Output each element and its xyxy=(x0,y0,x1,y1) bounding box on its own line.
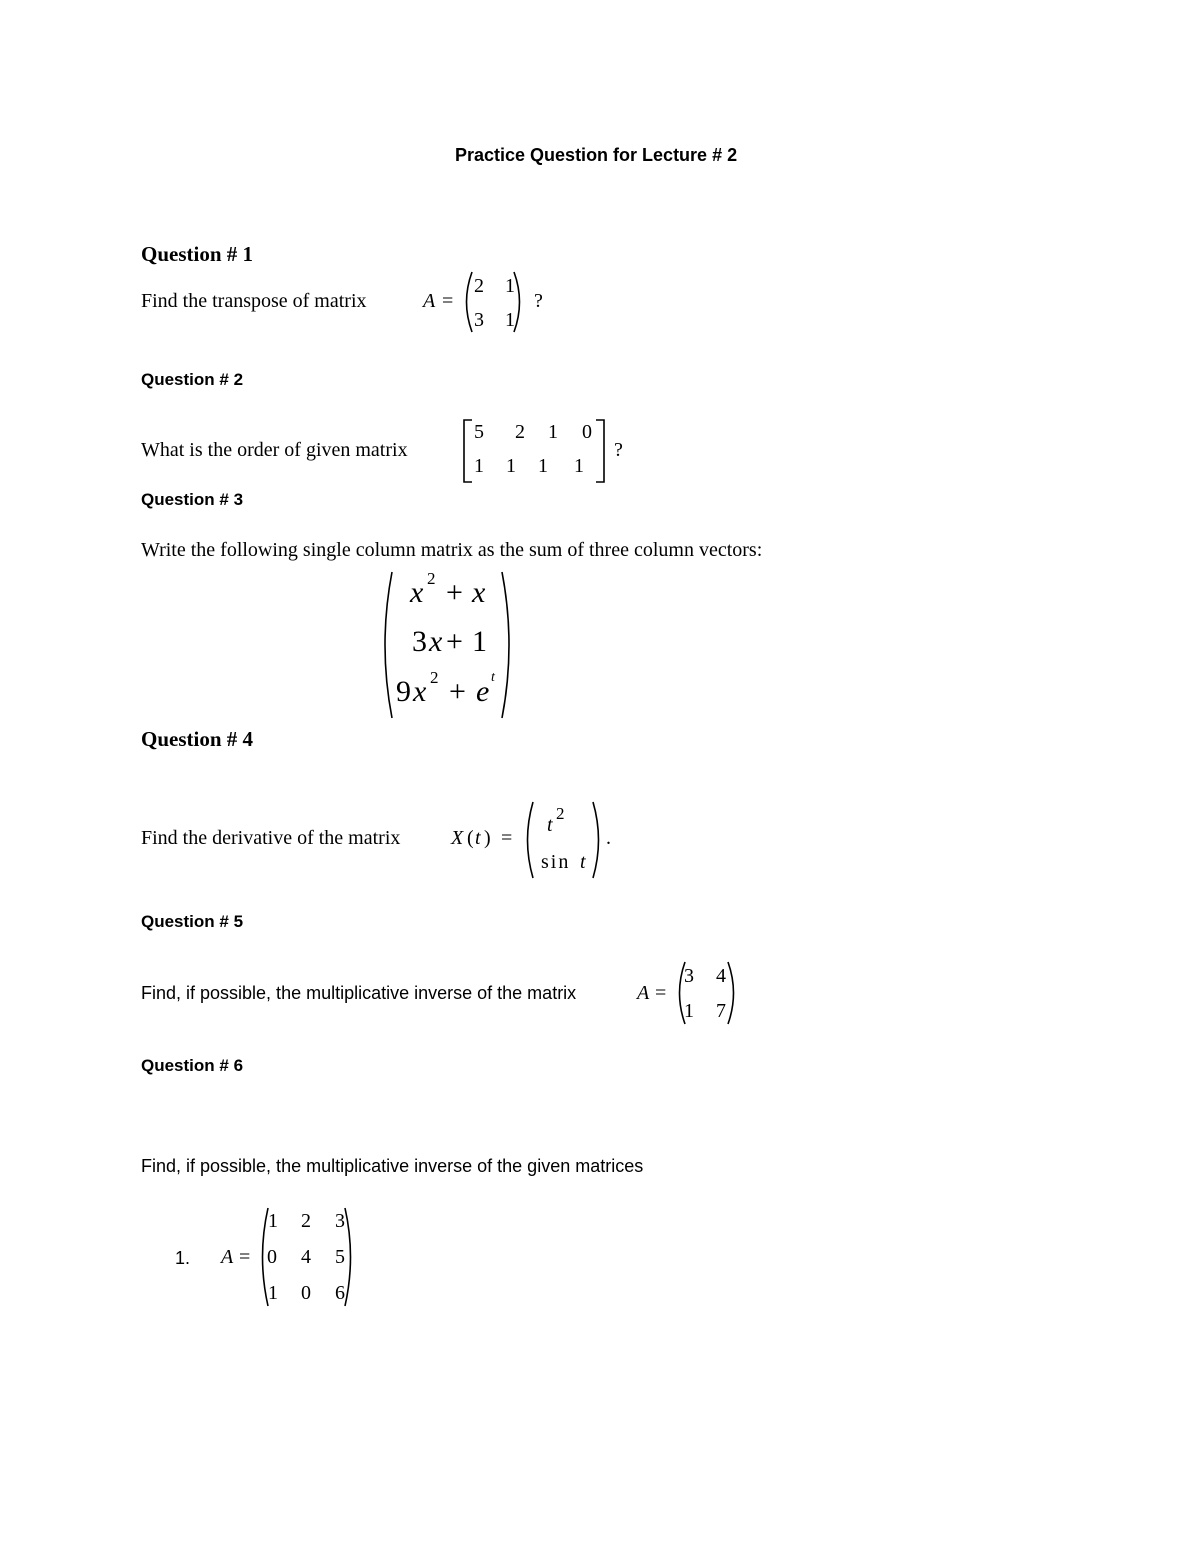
matrix-cell: 0 xyxy=(301,1282,311,1304)
question-6-heading: Question # 6 xyxy=(141,1056,244,1075)
right-paren xyxy=(726,960,740,1026)
variable-x: x xyxy=(413,675,427,708)
argument: t xyxy=(475,827,481,849)
matrix-cell: 0 xyxy=(267,1246,277,1268)
matrix-cell: 1 xyxy=(506,455,516,477)
matrix-cell: 4 xyxy=(716,965,726,987)
question-mark: ? xyxy=(534,290,543,312)
question-2-prompt: What is the order of given matrix xyxy=(141,439,408,461)
matrix-cell: 1 xyxy=(268,1210,278,1232)
variable-t: t xyxy=(580,851,586,873)
question-1-prompt: Find the transpose of matrix xyxy=(141,290,367,312)
matrix-cell: 3 xyxy=(684,965,694,987)
question-2-heading: Question # 2 xyxy=(141,370,244,389)
left-paren xyxy=(460,270,474,334)
variable-x: x xyxy=(429,625,443,658)
coefficient: 3 xyxy=(412,625,427,658)
period: . xyxy=(606,827,611,849)
item-number: 1. xyxy=(175,1248,191,1268)
right-paren xyxy=(500,570,516,720)
close-paren: ) xyxy=(484,827,491,849)
plus-sign: + xyxy=(449,675,466,708)
matrix-cell: 4 xyxy=(301,1246,311,1268)
matrix-cell: 0 xyxy=(582,421,592,443)
matrix-cell: 3 xyxy=(335,1210,345,1232)
exponent: 2 xyxy=(556,804,565,823)
question-mark: ? xyxy=(614,439,623,461)
equals-sign: = xyxy=(239,1246,251,1268)
left-paren xyxy=(378,570,394,720)
matrix-variable: A xyxy=(423,290,436,312)
equals-sign: = xyxy=(442,290,454,312)
matrix-cell: 3 xyxy=(474,309,484,331)
matrix-cell: 1 xyxy=(474,455,484,477)
exponent: 2 xyxy=(430,668,439,687)
variable-t: t xyxy=(547,814,553,836)
plus-sign: + xyxy=(446,576,463,609)
matrix-cell: 6 xyxy=(335,1282,345,1304)
question-4-heading: Question # 4 xyxy=(141,727,254,751)
exponent: 2 xyxy=(427,569,436,588)
matrix-cell: 2 xyxy=(474,275,484,297)
left-bracket xyxy=(462,418,474,484)
right-paren xyxy=(343,1206,357,1308)
right-bracket xyxy=(594,418,606,484)
equals-sign: = xyxy=(655,982,667,1004)
matrix-cell: 1 xyxy=(268,1282,278,1304)
plus-sign: + xyxy=(446,625,463,658)
matrix-cell: 1 xyxy=(538,455,548,477)
variable-x: x xyxy=(472,576,486,609)
matrix-cell: 1 xyxy=(505,275,515,297)
matrix-cell: 2 xyxy=(301,1210,311,1232)
matrix-variable: A xyxy=(637,982,650,1004)
function-name: X xyxy=(451,827,464,849)
question-5-heading: Question # 5 xyxy=(141,912,244,931)
variable-e: e xyxy=(476,675,490,708)
open-paren: ( xyxy=(467,827,474,849)
question-4-prompt: Find the derivative of the matrix xyxy=(141,827,401,849)
matrix-cell: 2 xyxy=(515,421,525,443)
left-paren xyxy=(521,800,535,880)
page-title: Practice Question for Lecture # 2 xyxy=(455,145,738,165)
matrix-variable: A xyxy=(221,1246,234,1268)
matrix-cell: 1 xyxy=(574,455,584,477)
coefficient: 9 xyxy=(396,675,411,708)
exponent: t xyxy=(491,670,495,685)
matrix-cell: 1 xyxy=(684,1000,694,1022)
right-paren xyxy=(512,270,526,334)
equals-sign: = xyxy=(501,827,513,849)
matrix-cell: 7 xyxy=(716,1000,726,1022)
question-5-prompt: Find, if possible, the multiplicative inverse of the matrix xyxy=(141,983,577,1003)
variable-x: x xyxy=(410,576,424,609)
constant: 1 xyxy=(472,625,487,658)
question-3-prompt: Write the following single column matrix as the sum of three column vectors: xyxy=(141,539,763,561)
question-3-heading: Question # 3 xyxy=(141,490,244,509)
matrix-cell: 1 xyxy=(548,421,558,443)
matrix-cell: 5 xyxy=(335,1246,345,1268)
question-6-prompt: Find, if possible, the multiplicative inverse of the given matrices xyxy=(141,1156,644,1176)
matrix-cell: 1 xyxy=(505,309,515,331)
sine-function: sin xyxy=(541,851,571,873)
question-1-heading: Question # 1 xyxy=(141,242,254,266)
right-paren xyxy=(591,800,605,880)
matrix-cell: 5 xyxy=(474,421,484,443)
